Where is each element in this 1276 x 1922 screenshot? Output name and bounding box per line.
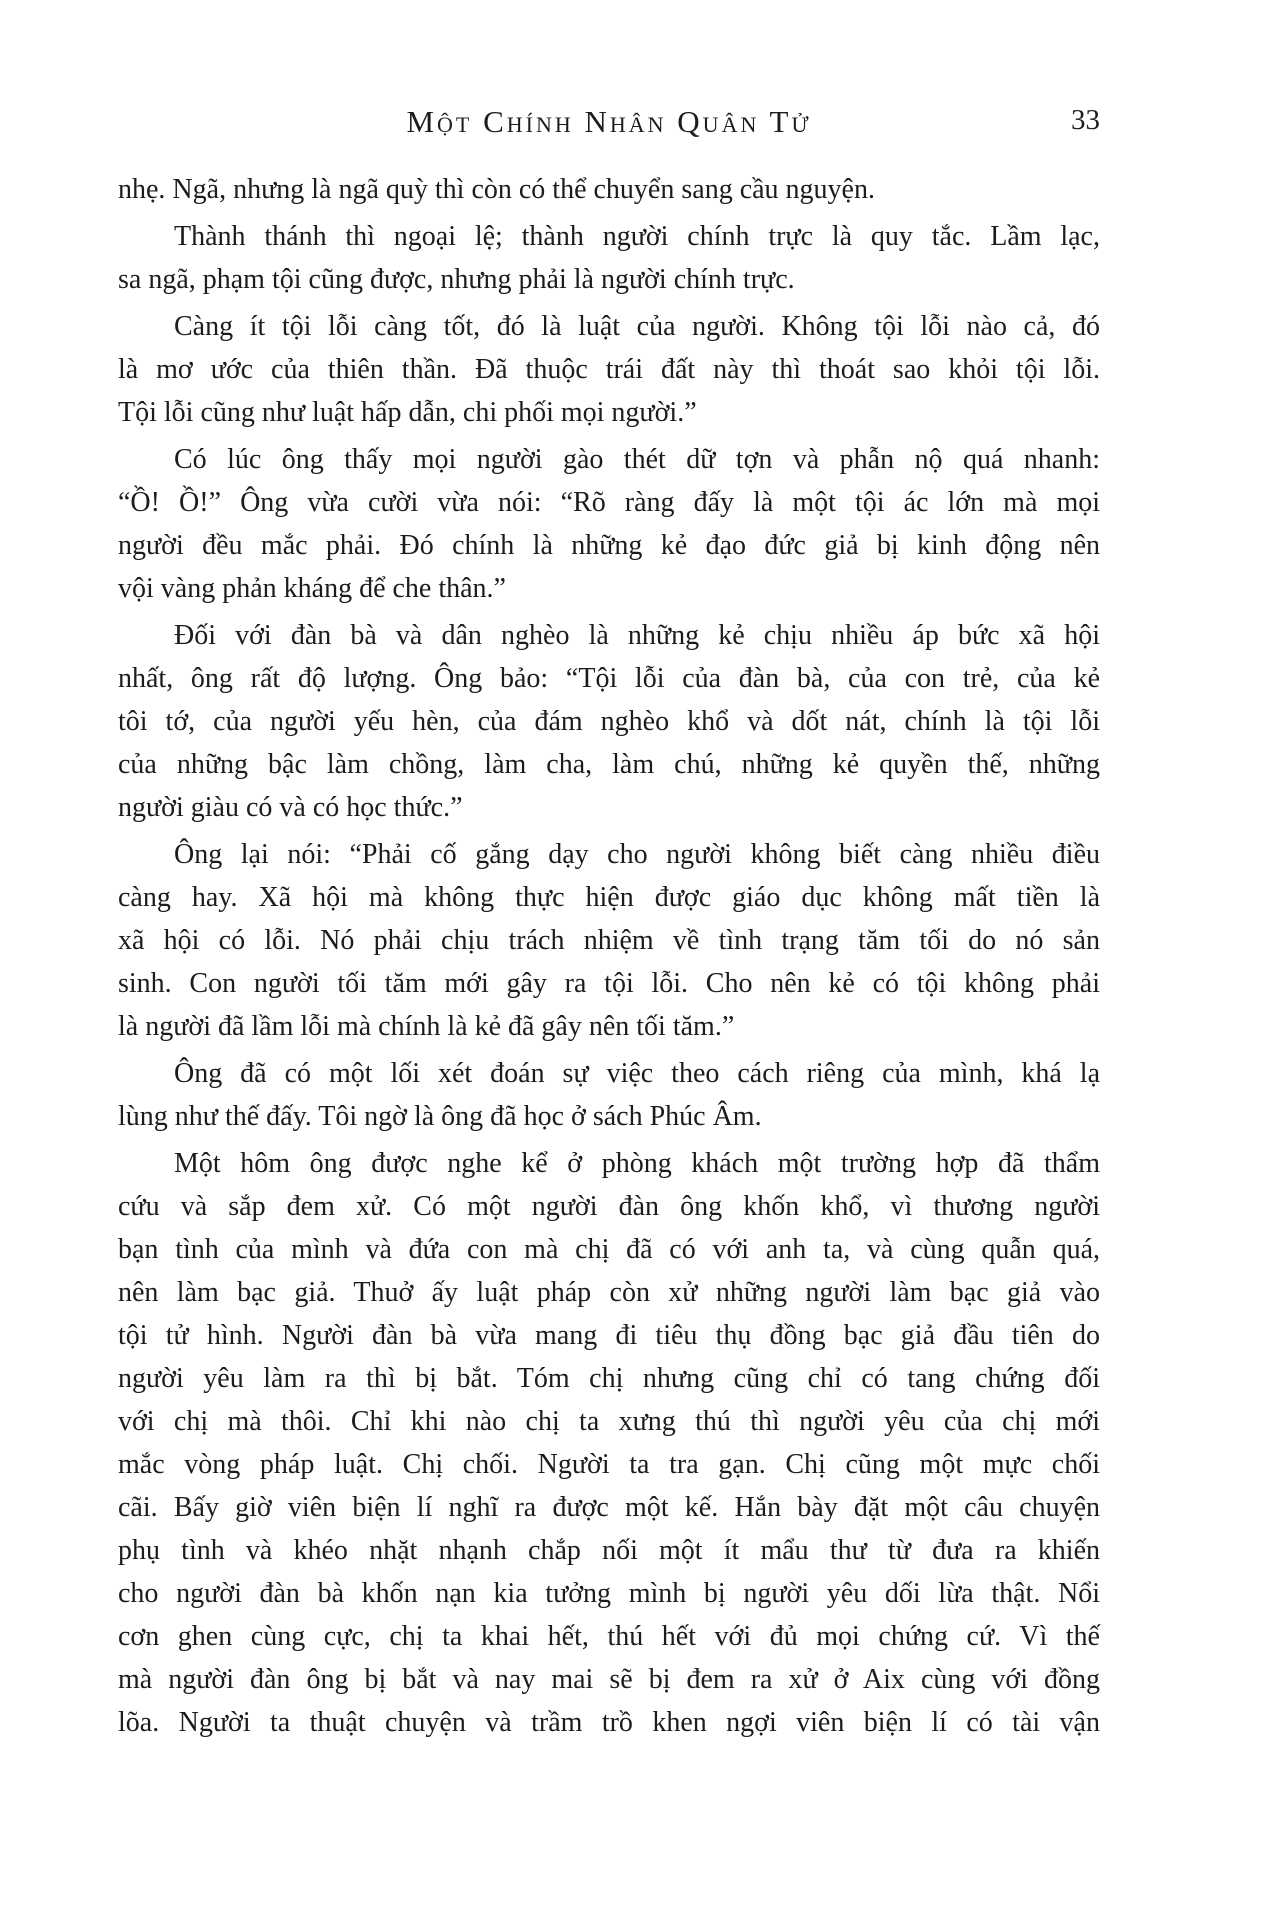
body-text [118, 168, 1100, 1744]
text-line: càng hay. Xã hội mà không thực hiện được giáo dục không mất tiền là [118, 882, 1100, 913]
paragraph [118, 614, 1100, 829]
text-line: phụ tình và khéo nhặt nhạnh chắp nối một ít mẩu thư từ đưa ra khiến [118, 1535, 1100, 1566]
text-line: Ông đã có một lối xét đoán sự việc theo cách riêng của mình, khá lạ [174, 1058, 1100, 1089]
text-line: nhẹ. Ngã, nhưng là ngã quỳ thì còn có thể chuyển sang cầu nguyện. [118, 174, 875, 205]
text-line: Tội lỗi cũng như luật hấp dẫn, chi phối mọi người.” [118, 397, 697, 428]
paragraph [118, 215, 1100, 301]
text-line: Ông lại nói: “Phải cố gắng dạy cho người không biết càng nhiều điều [174, 839, 1100, 870]
text-line: sinh. Con người tối tăm mới gây ra tội lỗi. Cho nên kẻ có tội không phải [118, 968, 1100, 999]
text-line: Có lúc ông thấy mọi người gào thét dữ tợn và phẫn nộ quá nhanh: [174, 444, 1100, 475]
paragraph [118, 1142, 1100, 1744]
text-line: cho người đàn bà khốn nạn kia tưởng mình bị người yêu dối lừa thật. Nổi [118, 1578, 1100, 1609]
text-line: mắc vòng pháp luật. Chị chối. Người ta tra gạn. Chị cũng một mực chối [118, 1449, 1100, 1480]
text-line: cơn ghen cùng cực, chị ta khai hết, thú hết với đủ mọi chứng cứ. Vì thế [118, 1621, 1100, 1652]
paragraph [118, 833, 1100, 1048]
paragraph [118, 305, 1100, 434]
page-header [118, 104, 1100, 144]
text-line: tôi tớ, của người yếu hèn, của đám nghèo khổ và dốt nát, chính là tội lỗi [118, 706, 1100, 737]
text-line: Một hôm ông được nghe kể ở phòng khách một trường hợp đã thẩm [174, 1148, 1100, 1179]
paragraph [118, 1052, 1100, 1138]
text-line: “Ồ! Ồ!” Ông vừa cười vừa nói: “Rõ ràng đấy là một tội ác lớn mà mọi [118, 487, 1100, 518]
page-number: 33 [1071, 104, 1100, 136]
text-line: cãi. Bấy giờ viên biện lí nghĩ ra được một kế. Hắn bày đặt một câu chuyện [118, 1492, 1100, 1523]
text-line: lùng như thế đấy. Tôi ngờ là ông đã học ở sách Phúc Âm. [118, 1101, 762, 1132]
text-line: xã hội có lỗi. Nó phải chịu trách nhiệm về tình trạng tăm tối do nó sản [118, 925, 1100, 956]
chapter-title: Một Chính Nhân Quân Tử [406, 104, 812, 139]
text-line: vội vàng phản kháng để che thân.” [118, 573, 506, 604]
text-line: người giàu có và có học thức.” [118, 792, 463, 823]
text-line: mà người đàn ông bị bắt và nay mai sẽ bị đem ra xử ở Aix cùng với đồng [118, 1664, 1100, 1695]
text-line: tội tử hình. Người đàn bà vừa mang đi tiêu thụ đồng bạc giả đầu tiên do [118, 1320, 1100, 1351]
text-line: của những bậc làm chồng, làm cha, làm chú, những kẻ quyền thế, những [118, 749, 1100, 780]
text-line: là người đã lầm lỗi mà chính là kẻ đã gây nên tối tăm.” [118, 1011, 735, 1042]
text-line: Đối với đàn bà và dân nghèo là những kẻ chịu nhiều áp bức xã hội [174, 620, 1100, 651]
text-line: với chị mà thôi. Chỉ khi nào chị ta xưng thú thì người yêu của chị mới [118, 1406, 1100, 1437]
paragraph [118, 168, 1100, 211]
paragraph [118, 438, 1100, 610]
text-line: nhất, ông rất độ lượng. Ông bảo: “Tội lỗi của đàn bà, của con trẻ, của kẻ [118, 663, 1100, 694]
text-line: cứu và sắp đem xử. Có một người đàn ông khốn khổ, vì thương người [118, 1191, 1100, 1222]
text-line: người đều mắc phải. Đó chính là những kẻ đạo đức giả bị kinh động nên [118, 530, 1100, 561]
text-line: Càng ít tội lỗi càng tốt, đó là luật của người. Không tội lỗi nào cả, đó [174, 311, 1100, 342]
text-line: người yêu làm ra thì bị bắt. Tóm chị nhưng cũng chỉ có tang chứng đối [118, 1363, 1100, 1394]
text-line: nên làm bạc giả. Thuở ấy luật pháp còn xử những người làm bạc giả vào [118, 1277, 1100, 1308]
text-line: là mơ ước của thiên thần. Đã thuộc trái đất này thì thoát sao khỏi tội lỗi. [118, 354, 1100, 385]
text-line: lõa. Người ta thuật chuyện và trầm trồ khen ngợi viên biện lí có tài vận [118, 1707, 1100, 1738]
text-line: Thành thánh thì ngoại lệ; thành người chính trực là quy tắc. Lầm lạc, [174, 221, 1100, 252]
text-line: bạn tình của mình và đứa con mà chị đã có với anh ta, và cùng quẫn quá, [118, 1234, 1100, 1265]
text-line: sa ngã, phạm tội cũng được, nhưng phải là người chính trực. [118, 264, 795, 295]
